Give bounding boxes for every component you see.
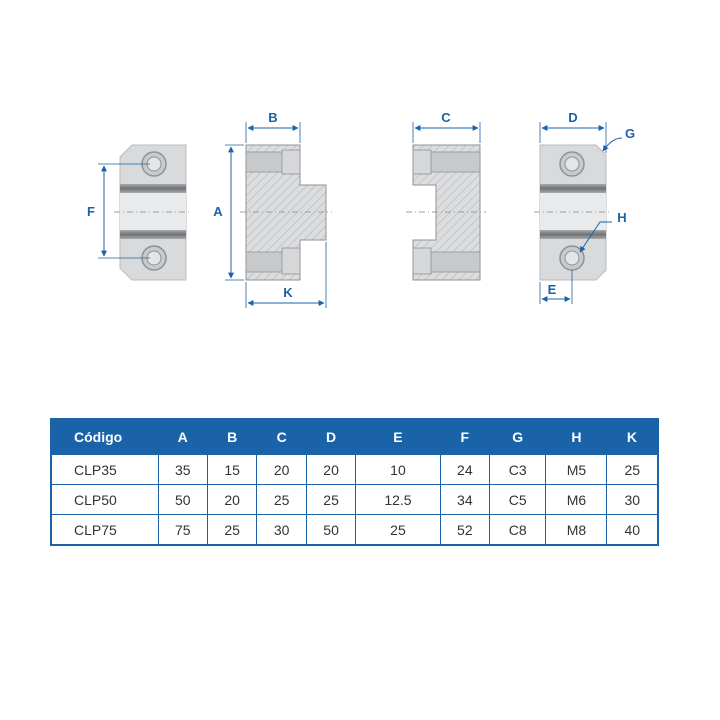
- header-g: G: [490, 419, 546, 455]
- dimension-k-label: K: [283, 285, 293, 300]
- cell-e: 12.5: [356, 485, 440, 515]
- dimension-g-label: G: [624, 126, 636, 141]
- front-view: [87, 145, 192, 280]
- cell-d: 50: [306, 515, 355, 546]
- dimension-a-label: A: [213, 204, 223, 219]
- dimension-b-label: B: [268, 110, 278, 125]
- cell-codigo: CLP50: [51, 485, 158, 515]
- cell-g: C3: [490, 455, 546, 485]
- cell-c: 30: [257, 515, 306, 546]
- specification-table: [50, 418, 659, 546]
- cell-g: C8: [490, 515, 546, 546]
- cell-f: 34: [440, 485, 489, 515]
- header-f: F: [440, 419, 489, 455]
- cell-h: M6: [546, 485, 607, 515]
- table-row: [51, 485, 658, 515]
- dimension-e-label: E: [547, 282, 557, 297]
- cell-k: 25: [607, 455, 658, 485]
- header-d: D: [306, 419, 355, 455]
- cell-d: 20: [306, 455, 355, 485]
- section-view-right: [406, 110, 486, 280]
- dimension-h-label: H: [617, 210, 627, 225]
- cell-e: 25: [356, 515, 440, 546]
- cell-a: 75: [158, 515, 207, 546]
- header-k: K: [607, 419, 658, 455]
- cell-h: M8: [546, 515, 607, 546]
- cell-c: 25: [257, 485, 306, 515]
- cell-a: 50: [158, 485, 207, 515]
- header-b: B: [207, 419, 256, 455]
- header-a: A: [158, 419, 207, 455]
- cell-k: 40: [607, 515, 658, 546]
- dimension-d-label: D: [568, 110, 578, 125]
- header-codigo: Código: [51, 419, 158, 455]
- cell-d: 25: [306, 485, 355, 515]
- cell-g: C5: [490, 485, 546, 515]
- cell-a: 35: [158, 455, 207, 485]
- table-header-row: [51, 419, 658, 455]
- dimension-f-label: F: [87, 204, 95, 219]
- cell-f: 52: [440, 515, 489, 546]
- cell-f: 24: [440, 455, 489, 485]
- section-view-left: [213, 110, 332, 308]
- cell-codigo: CLP75: [51, 515, 158, 546]
- cell-e: 10: [356, 455, 440, 485]
- bolt-hole: [560, 152, 584, 176]
- cell-h: M5: [546, 455, 607, 485]
- cell-codigo: CLP35: [51, 455, 158, 485]
- cell-b: 20: [207, 485, 256, 515]
- cell-k: 30: [607, 485, 658, 515]
- header-c: C: [257, 419, 306, 455]
- bolt-hole: [560, 246, 584, 270]
- cell-b: 25: [207, 515, 256, 546]
- dimension-c-label: C: [441, 110, 451, 125]
- header-h: H: [546, 419, 607, 455]
- back-view: [534, 110, 635, 304]
- cell-b: 15: [207, 455, 256, 485]
- header-e: E: [356, 419, 440, 455]
- table-row: [51, 455, 658, 485]
- table-row: [51, 515, 658, 546]
- cell-c: 20: [257, 455, 306, 485]
